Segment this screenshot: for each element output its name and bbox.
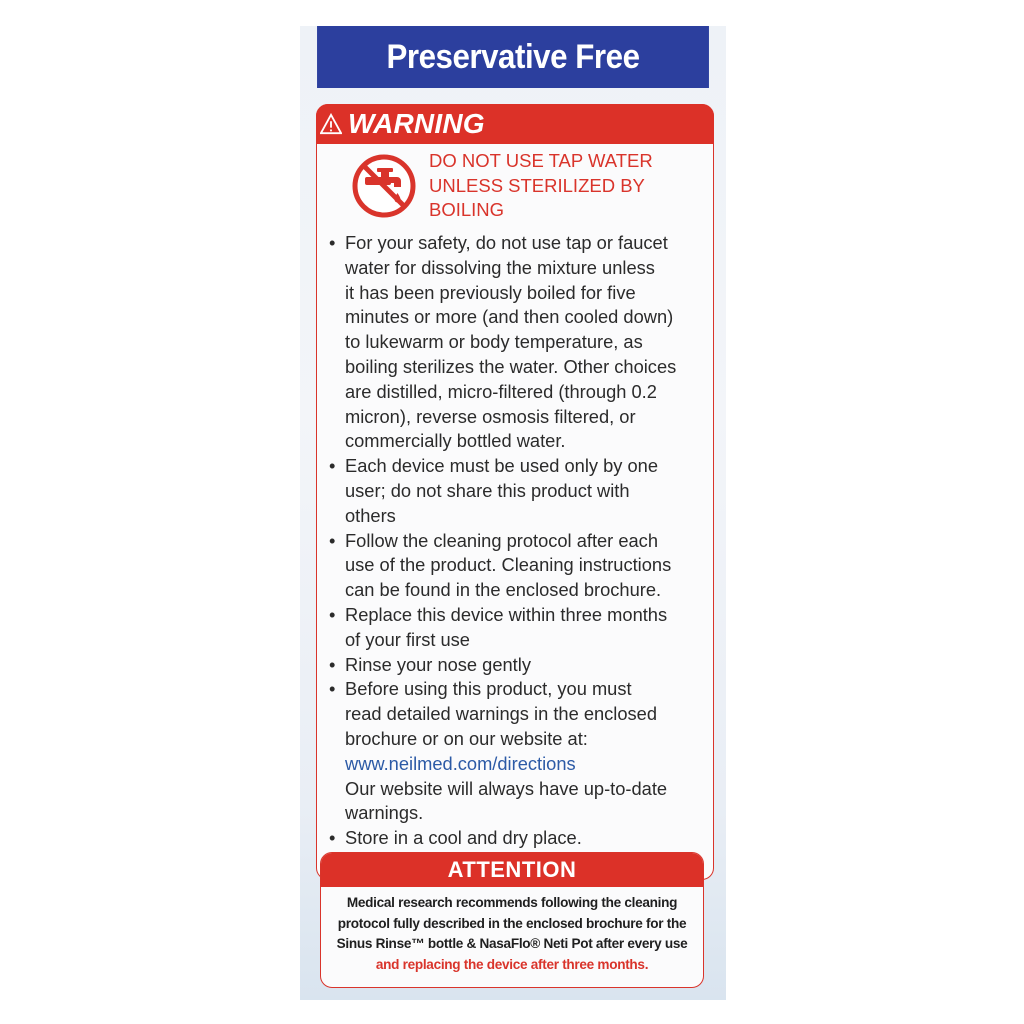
list-item: • Rinse your nose gently — [329, 653, 531, 675]
tap-water-notice: DO NOT USE TAP WATER UNLESS STERILIZED BY BOILING — [429, 150, 653, 220]
no-tap-water-icon — [351, 153, 417, 219]
package-panel — [300, 26, 726, 1000]
attention-title: ATTENTION — [321, 853, 703, 887]
list-item: • For your safety, do not use tap or faucet water for dissolving the mixture unless it has been previously boiled for five minutes or more (and then cooled down) to lukewarm or body temperature, as boiling sterilizes the water. Other choices are distilled, micro-filtered (through 0.2 micron), reverse osmosis filtered, or commercially bottled water. — [329, 232, 677, 452]
website-link[interactable]: www.neilmed.com/directions — [345, 752, 576, 774]
list-item: • Each device must be used only by one user; do not share this product with others — [329, 455, 659, 526]
warning-header — [316, 104, 714, 144]
list-item: • Replace this device within three months of your first use — [329, 603, 668, 650]
preservative-free-banner: Preservative Free — [317, 26, 709, 88]
warning-box — [316, 104, 714, 880]
attention-text: Medical research recommends following the cleaning protocol fully described in the enclosed brochure for the Sinus Rinse™ bottle & NasaFlo® Neti Pot after every use and replacing the device after three months. — [336, 895, 688, 972]
attention-box — [320, 852, 704, 988]
warning-triangle-icon — [320, 113, 342, 135]
warning-list — [327, 231, 713, 851]
list-item: • Follow the cleaning protocol after each use of the product. Cleaning instructions can be found in the enclosed brochure. — [329, 529, 672, 601]
warning-title: WARNING — [348, 108, 485, 139]
list-item: • Store in a cool and dry place. — [329, 827, 582, 849]
list-item: • Before using this product, you must read detailed warnings in the enclosed brochure or on our website at: www.neilmed.com/directions Our website will always have up-to-date warnings. — [329, 678, 668, 824]
